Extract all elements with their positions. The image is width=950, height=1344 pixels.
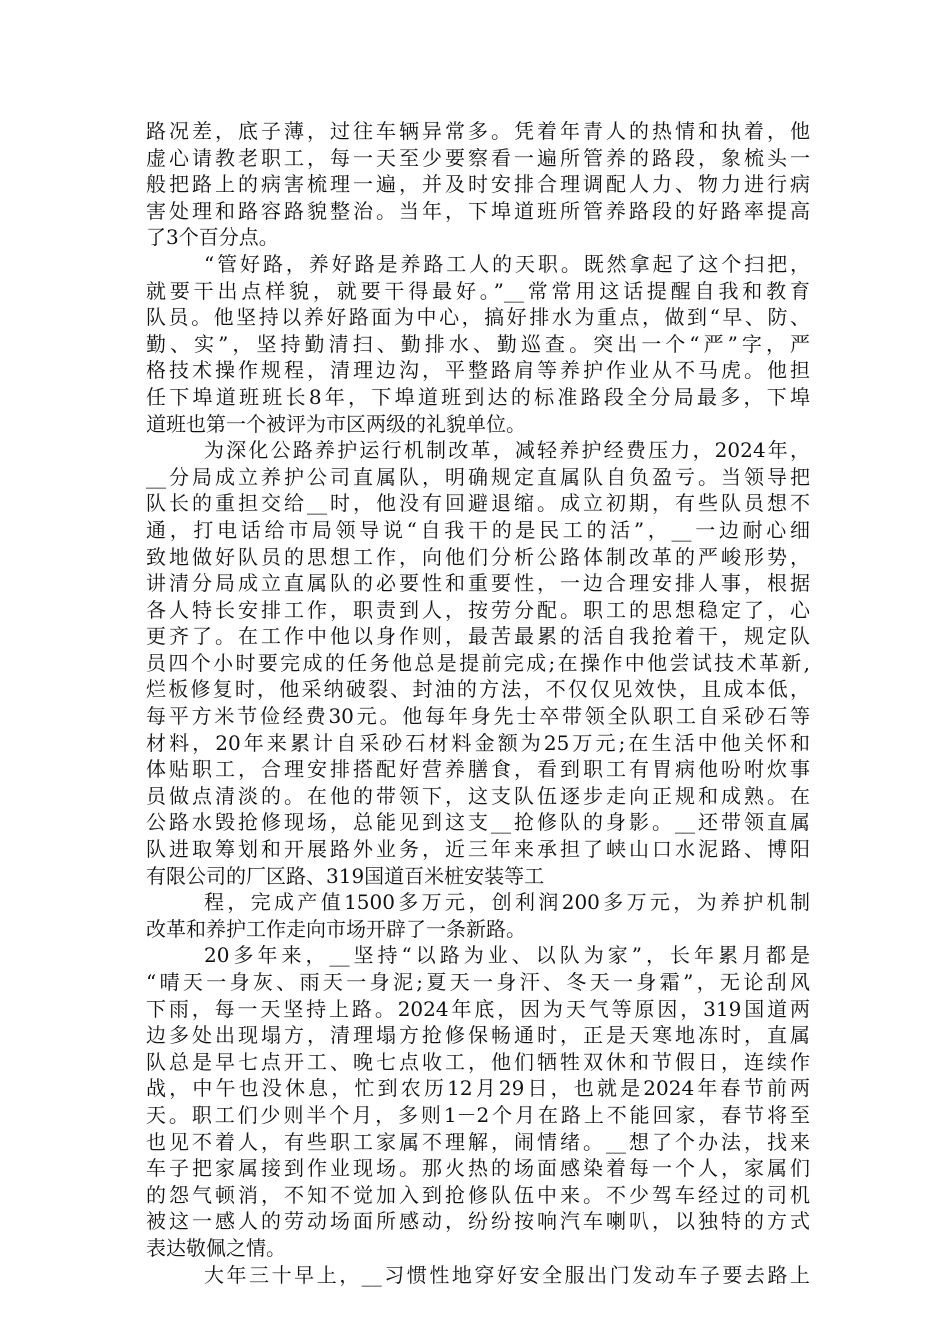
text-line: 任下埠道班班长8年，下埠道班到达的标准路段全分局最多，下埠 bbox=[146, 384, 810, 409]
text-line: __分局成立养护公司直属队，明确规定直属队自负盈亏。当领导把 bbox=[146, 464, 810, 489]
text-line: 队总是早七点开工、晚七点收工，他们牺牲双休和节假日，连续作 bbox=[146, 1049, 810, 1074]
text-line: 队员。他坚持以养好路面为中心，搞好排水为重点，做到“早、防、 bbox=[146, 305, 810, 330]
text-line: 员做点清淡的。在他的带领下，这支队伍逐步走向正规和成熟。在 bbox=[146, 783, 810, 808]
text-line: 般把路上的病害梳理一遍，并及时安排合理调配人力、物力进行病 bbox=[146, 172, 810, 197]
text-line: 为深化公路养护运行机制改革，减轻养护经费压力，2024年， bbox=[204, 438, 810, 463]
text-line: 路况差，底子薄，过往车辆异常多。凭着年青人的热情和执着，他 bbox=[146, 119, 810, 143]
text-line: 天。职工们少则半个月，多则1－2个月在路上不能回家，春节将至 bbox=[146, 1102, 810, 1127]
text-line: 表达敬佩之情。 bbox=[146, 1235, 286, 1260]
text-line: 勤、实”，坚持勤清扫、勤排水、勤巡查。突出一个“严”字，严 bbox=[146, 331, 810, 356]
text-line: 各人特长安排工作，职责到人，按劳分配。职工的思想稳定了，心 bbox=[146, 597, 810, 622]
text-line: 了3个百分点。 bbox=[146, 225, 279, 250]
text-line: 车子把家属接到作业现场。那火热的场面感染着每一个人，家属们 bbox=[146, 1156, 810, 1181]
text-line: 被这一感人的劳动场面所感动，纷纷按响汽车喇叭，以独特的方式 bbox=[146, 1209, 810, 1234]
text-line: 就要干出点样貌，就要干得最好。”__常常用这话提醒自我和教育 bbox=[146, 278, 810, 303]
text-line: 每平方米节俭经费30元。他每年身先士卒带领全队职工自采砂石等 bbox=[146, 704, 810, 729]
text-line: 通，打电话给市局领导说“自我干的是民工的活”，__一边耐心细 bbox=[146, 517, 810, 542]
text-line: 20多年来，__坚持“以路为业、以队为家”，长年累月都是 bbox=[204, 943, 810, 968]
text-line: 害处理和路容路貌整治。当年，下埠道班所管养路段的好路率提高 bbox=[146, 198, 810, 223]
text-line: 致地做好队员的思想工作，向他们分析公路体制改革的严峻形势， bbox=[146, 544, 810, 569]
text-line: 战，中午也没休息，忙到农历12月29日，也就是2024年春节前两 bbox=[146, 1076, 810, 1101]
text-line: 下雨，每一天坚持上路。2024年底，因为天气等原因，319国道两 bbox=[146, 996, 810, 1021]
text-line: 公路水毁抢修现场，总能见到这支__抢修队的身影。__还带领直属 bbox=[146, 810, 810, 835]
text-line: 格技术操作规程，清理边沟，平整路肩等养护作业从不马虎。他担 bbox=[146, 358, 810, 383]
text-line: 更齐了。在工作中他以身作则，最苦最累的活自我抢着干，规定队 bbox=[146, 624, 810, 649]
text-line: 体贴职工，合理安排搭配好营养膳食，看到职工有胃病他吩咐炊事 bbox=[146, 757, 810, 782]
text-line: 边多处出现塌方，清理塌方抢修保畅通时，正是天寒地冻时，直属 bbox=[146, 1023, 810, 1048]
text-line: 队长的重担交给__时，他没有回避退缩。成立初期，有些队员想不 bbox=[146, 491, 810, 516]
text-line: 员四个小时要完成的任务他总是提前完成;在操作中他尝试技术革新, bbox=[146, 650, 810, 675]
text-line: 也见不着人，有些职工家属不理解，闹情绪。__想了个办法，找来 bbox=[146, 1129, 810, 1154]
text-line: 虚心请教老职工，每一天至少要察看一遍所管养的路段，象梳头一 bbox=[146, 145, 810, 170]
text-line: 材料，20年来累计自采砂石材料金额为25万元;在生活中他关怀和 bbox=[146, 730, 810, 755]
text-line: “管好路，养好路是养路工人的天职。既然拿起了这个扫把， bbox=[204, 251, 810, 276]
text-line: 改革和养护工作走向市场开辟了一条新路。 bbox=[146, 916, 526, 941]
text-line: 道班也第一个被评为市区两级的礼貌单位。 bbox=[146, 411, 526, 436]
text-line: 大年三十早上，__习惯性地穿好安全服出门发动车子要去路上 bbox=[204, 1262, 810, 1287]
text-line: 程，完成产值1500多万元，创利润200多万元，为养护机制 bbox=[204, 890, 810, 915]
document-page bbox=[146, 118, 810, 1288]
text-line: 的怨气顿消，不知不觉加入到抢修队伍中来。不少驾车经过的司机 bbox=[146, 1182, 810, 1207]
text-line: 队进取筹划和开展路外业务，近三年来承担了峡山口水泥路、博阳 bbox=[146, 837, 810, 862]
text-line: “晴天一身灰、雨天一身泥;夏天一身汗、冬天一身霜”，无论刮风 bbox=[146, 970, 810, 994]
text-line: 烂板修复时，他采纳破裂、封油的方法，不仅仅见效快，且成本低， bbox=[146, 677, 810, 702]
text-line: 讲清分局成立直属队的必要性和重要性，一边合理安排人事，根据 bbox=[146, 571, 810, 596]
text-line: 有限公司的厂区路、319国道百米桩安装等工 bbox=[146, 863, 545, 888]
